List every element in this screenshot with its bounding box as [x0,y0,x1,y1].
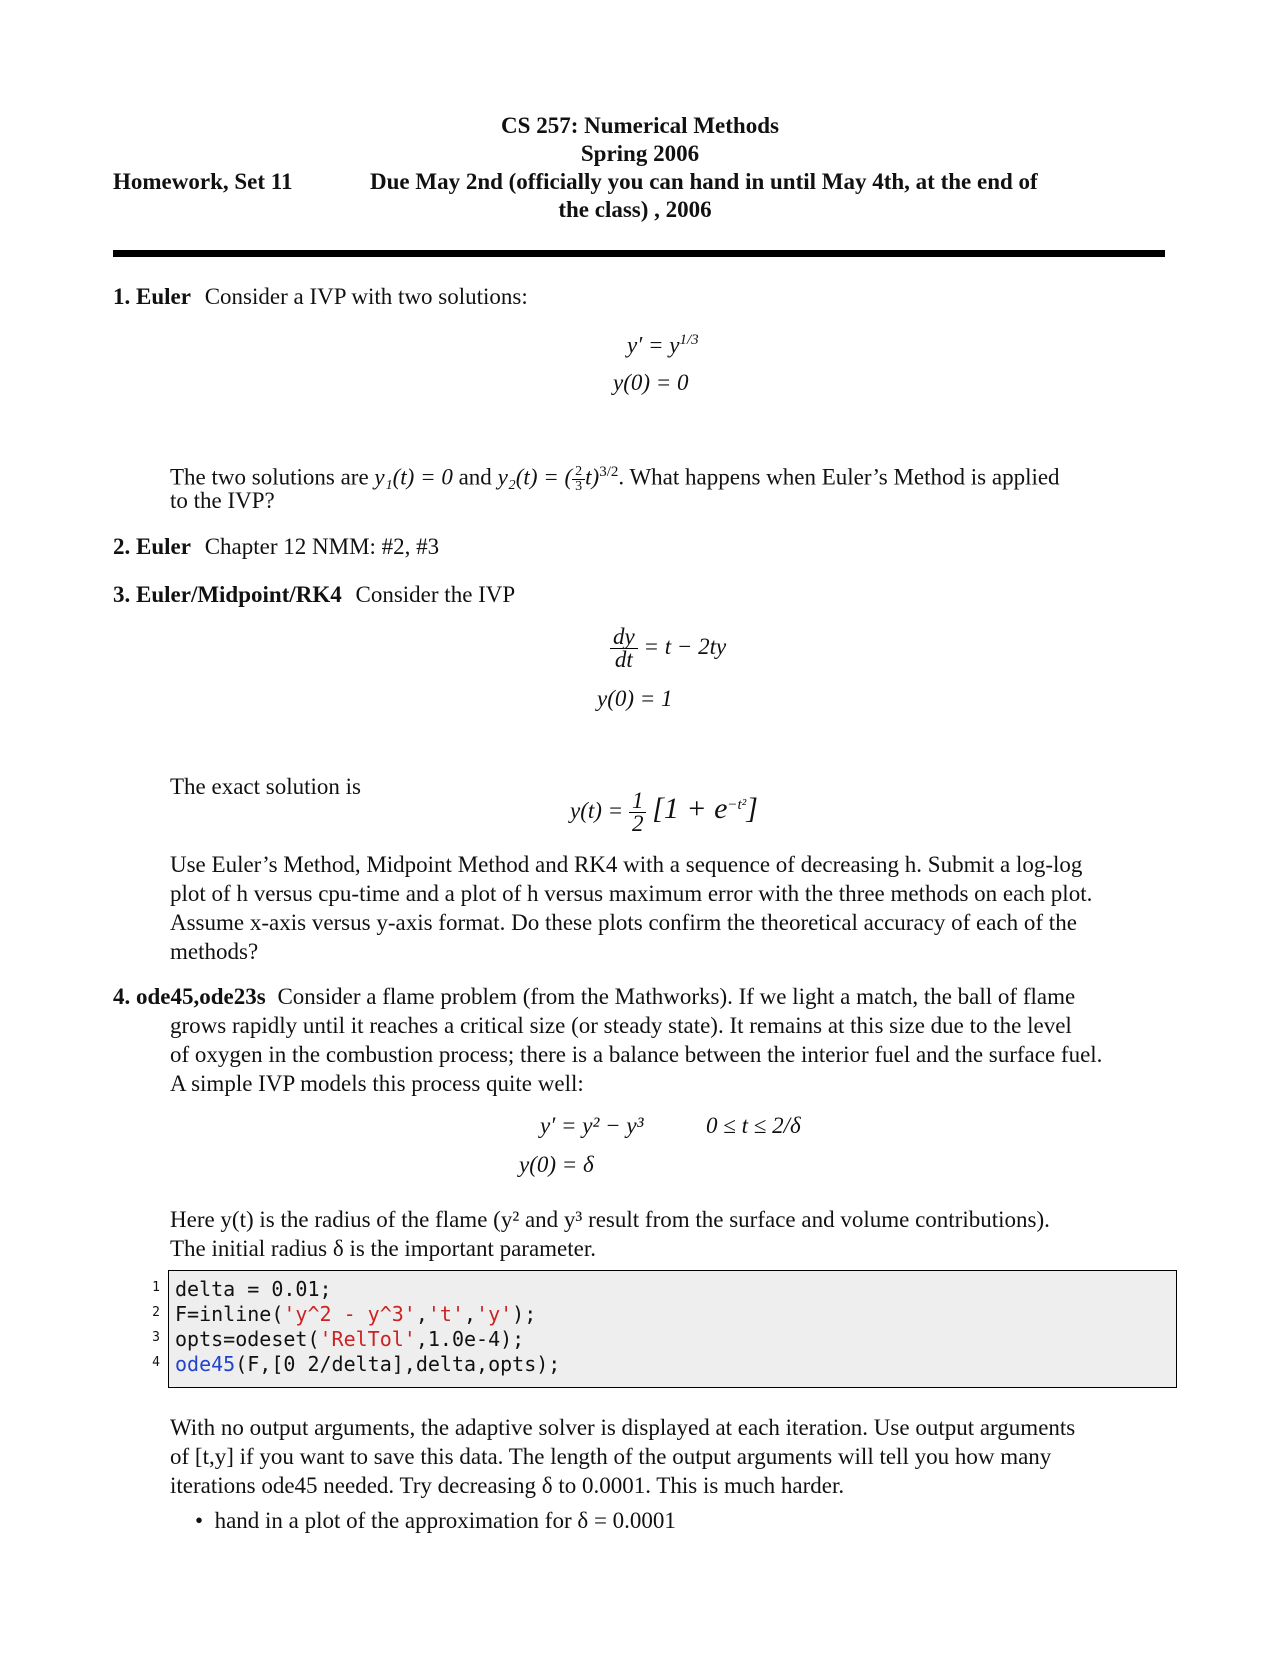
problem-3-ode: $\frac{dy}{dt}$ = t − 2ty [610,626,726,671]
problem-4-paragraph-2: Here y(t) is the radius of the flame (y² and y³ result from the surface and volume contributions). The initial radius δ is the important parameter. [170,1207,1050,1261]
problem-3-initial-condition: y(0) = 1 [597,686,673,711]
problem-1-text-cont: to the IVP? [170,488,275,513]
header-rule [113,250,1165,257]
code-line-2: F=inline('y^2 - y^3','t','y'); [175,1302,537,1326]
term: Spring 2006 [580,141,700,166]
code-line-number-1: 1 [152,1280,160,1295]
code-line-number-4: 4 [152,1355,160,1370]
problem-1-text: The two solutions are y₁(t) = 0 and y₂(t) = ( $\frac{2}{3}$ t)$^{3/2}$. What happens when Euler’s Method is applied [170,463,1060,494]
flame-time-range: 0 ≤ t ≤ 2/δ [706,1113,801,1138]
problem-2-heading: 2. Euler Chapter 12 NMM: #2, #3 [113,534,440,559]
list-item: • hand in a plot of the approximation for δ = 0.0001 [195,1508,676,1533]
flame-ode: y′ = y² − y³ [540,1113,644,1138]
problem-4-paragraph-3: With no output arguments, the adaptive solver is displayed at each iteration. Use output arguments of [t,y] if you want to save this data. The length of the output arguments will tell you how many iterations ode45 needed. Try decreasing δ to 0.0001. This is much harder. [170,1415,1076,1498]
due-date-line-1: Due May 2nd (officially you can hand in until May 4th, at the end of [370,169,1038,194]
code-line-4: ode45(F,[0 2/delta],delta,opts); [175,1352,561,1376]
course-title: CS 257: Numerical Methods [501,113,779,138]
code-line-number-2: 2 [152,1305,160,1320]
code-line-3: opts=odeset('RelTol',1.0e-4); [175,1327,525,1351]
code-line-number-3: 3 [152,1330,160,1345]
problem-4-heading: 4. ode45,ode23s Consider a flame problem (from the Mathworks). If we light a match, the ball of flame [113,984,1076,1009]
problem-1-equation-1: $y' = y^{1/3}$ [627,332,699,358]
problem-4-paragraph: grows rapidly until it reaches a critical size (or steady state). It remains at this size due to the level of oxygen in the combustion process; there is a balance between the interior fuel and the surface fuel. A simple IVP models this process quite well: [170,1013,1103,1096]
deliverables-list [195,1506,676,1535]
homework-set-label: Homework, Set 11 [113,169,293,194]
two-thirds-fraction: $\frac{2}{3}$ [572,465,585,494]
due-date-line-2: the class) , 2006 [558,197,712,222]
exact-solution-intro: The exact solution is [170,774,361,799]
code-line-1: delta = 0.01; [175,1277,332,1301]
code-listing [168,1270,1177,1388]
problem-1-equation-2: y(0) = 0 [613,370,689,395]
flame-initial-condition: y(0) = δ [519,1152,594,1177]
problem-3-paragraph: Use Euler’s Method, Midpoint Method and RK4 with a sequence of decreasing h. Submit a log-log plot of h versus cpu-time and a plot of h versus maximum error with the three methods on each plot. Assume x-axis versus y-axis format. Do these plots confirm the theoretical accuracy of each of the methods? [170,852,1093,964]
problem-1-heading: 1. Euler Consider a IVP with two solutions: [113,284,528,309]
problem-3-heading: 3. Euler/Midpoint/RK4 Consider the IVP [113,582,516,607]
exact-solution-equation: y(t) = $\frac{1}{2}$ $[1 + e^{-t^2}]$ [570,788,758,836]
bullet-icon: • [195,1508,204,1533]
